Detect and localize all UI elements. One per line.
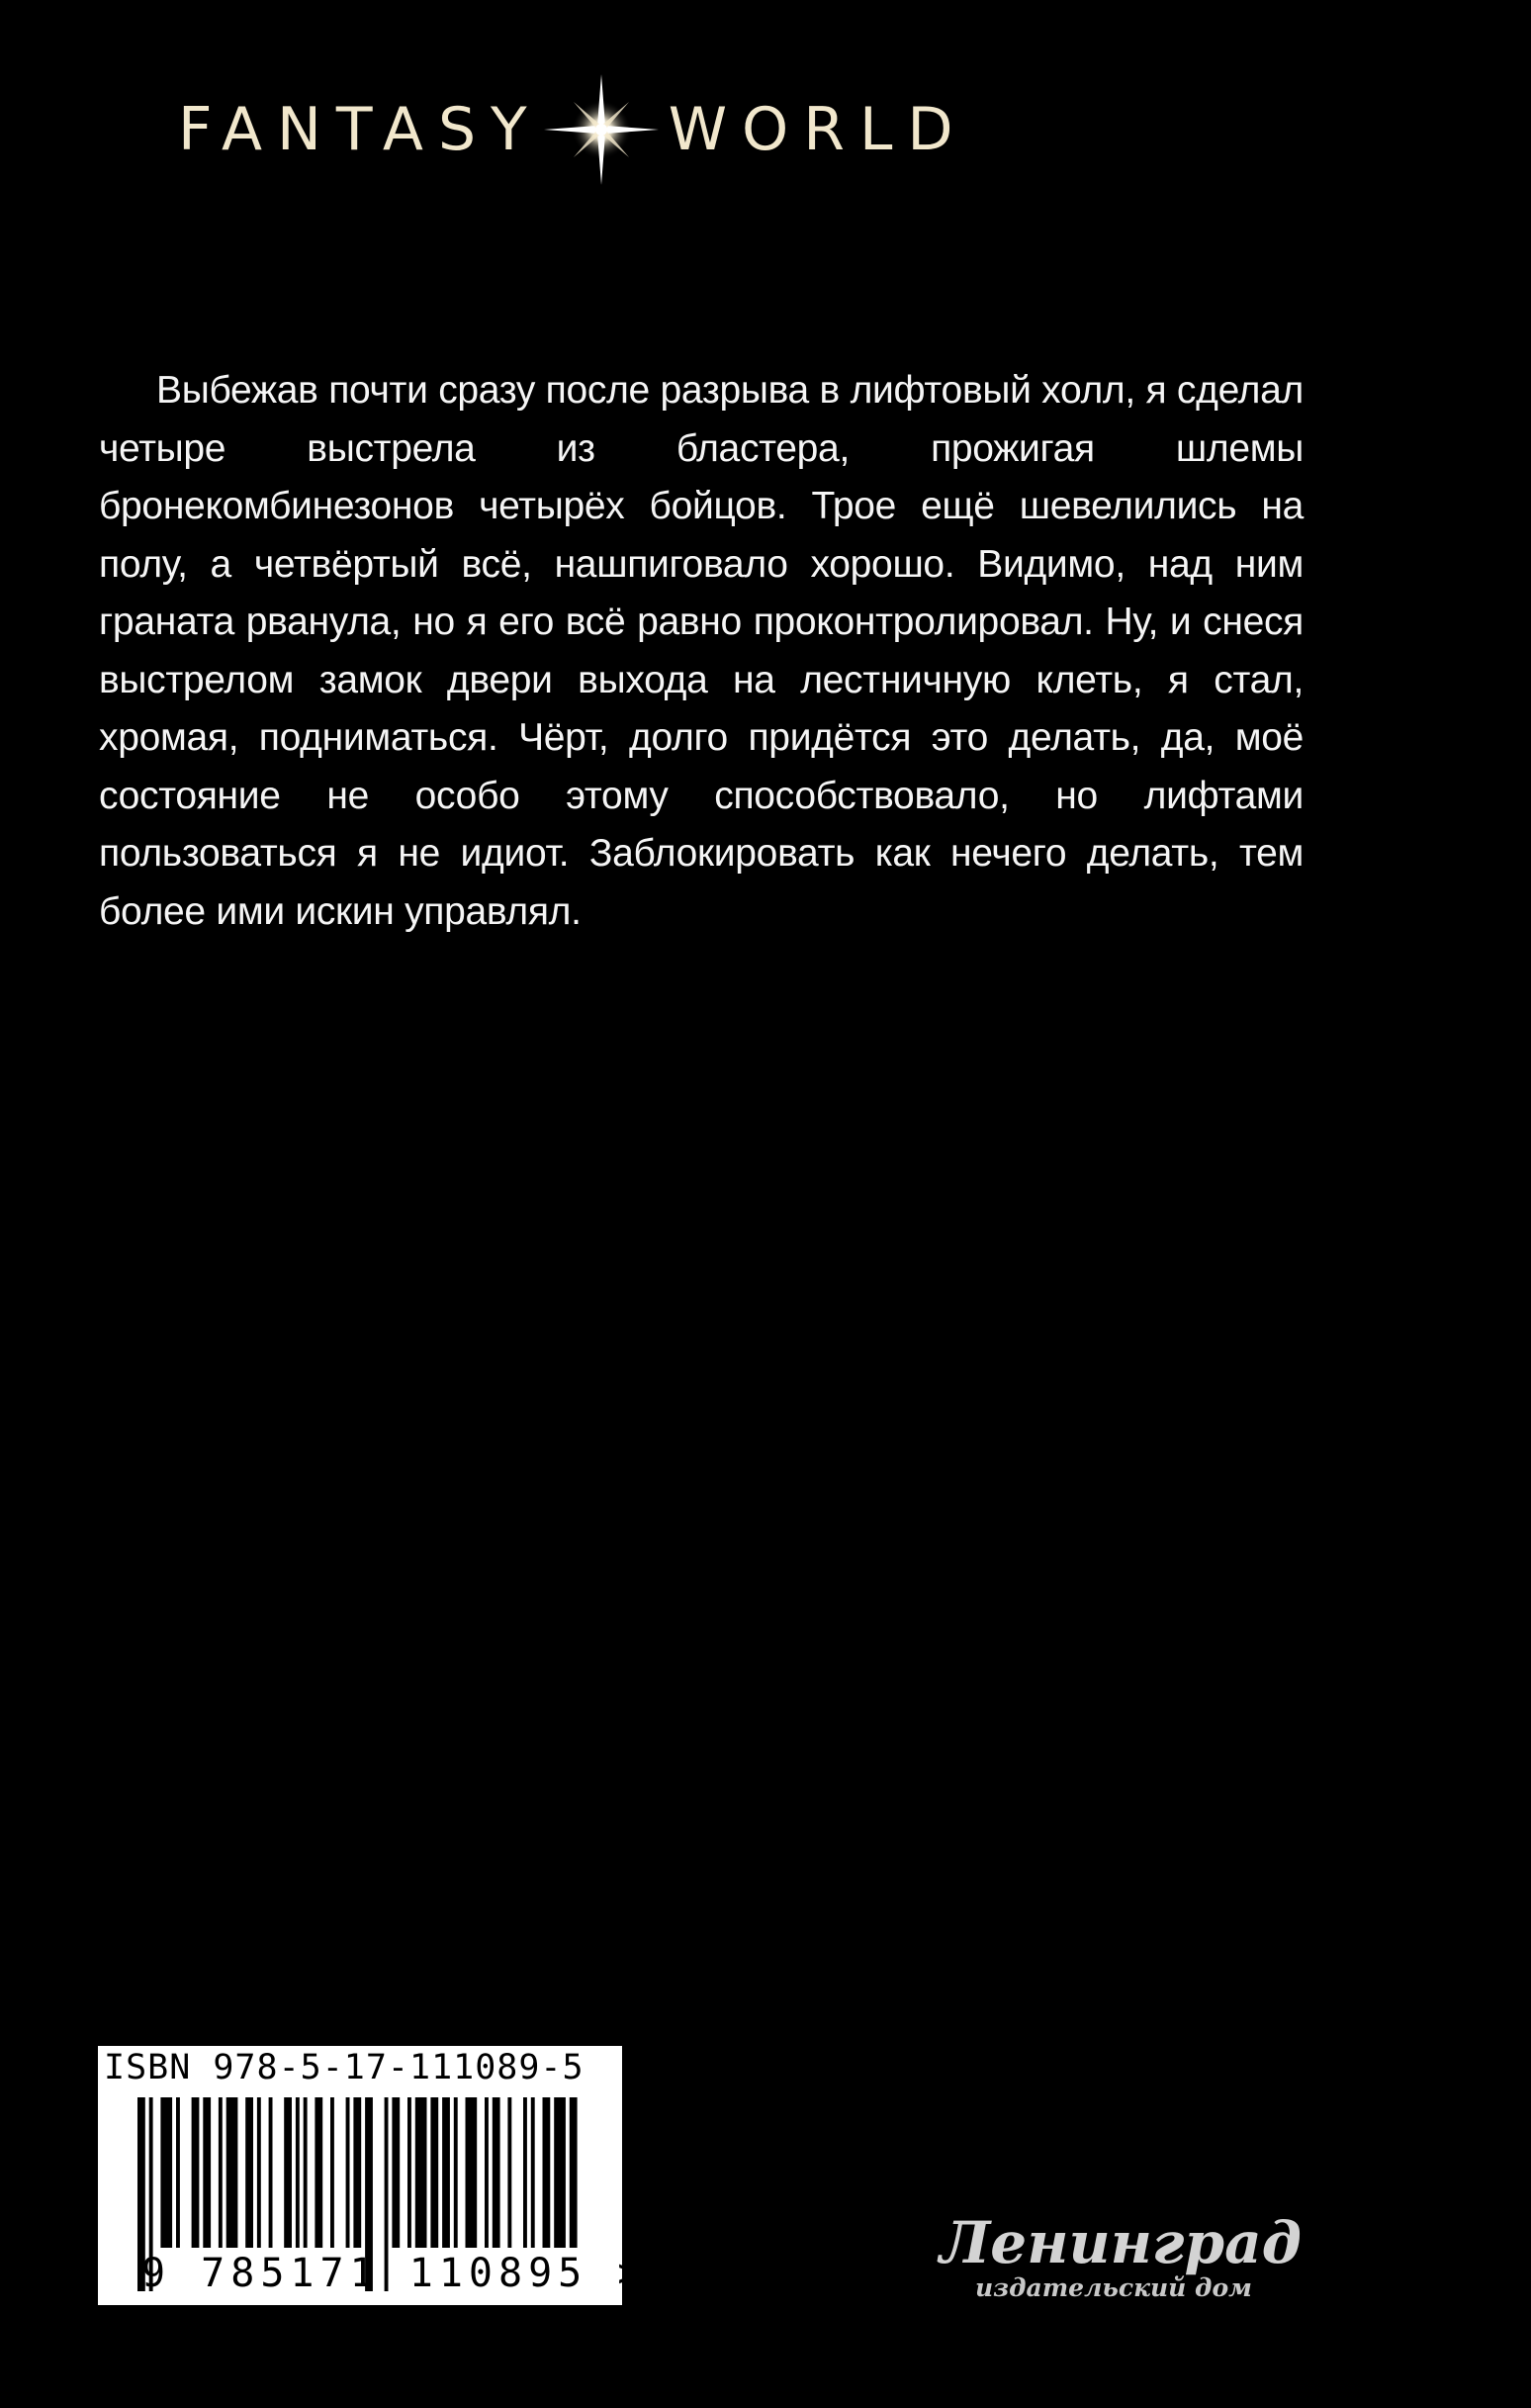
barcode-bar bbox=[219, 2097, 223, 2248]
barcode-bar bbox=[315, 2097, 322, 2248]
barcode-bar bbox=[430, 2097, 438, 2248]
barcode-bar bbox=[257, 2097, 261, 2248]
barcode-bar bbox=[466, 2097, 478, 2248]
barcode-bar bbox=[493, 2097, 500, 2248]
barcode-bar bbox=[485, 2097, 489, 2248]
series-word-fantasy: FANTASY bbox=[178, 95, 542, 164]
barcode-bar bbox=[543, 2097, 551, 2248]
sparkle-star-icon bbox=[542, 70, 661, 189]
barcode-bar bbox=[269, 2097, 273, 2248]
series-banner bbox=[178, 87, 1216, 172]
barcode-bar bbox=[304, 2097, 308, 2248]
barcode-bar bbox=[330, 2097, 334, 2248]
barcode-bar bbox=[392, 2097, 400, 2248]
barcode-bar bbox=[570, 2097, 578, 2248]
barcode-bar bbox=[192, 2097, 200, 2248]
barcode-bar bbox=[407, 2097, 411, 2248]
barcode-bar bbox=[346, 2097, 350, 2248]
publisher-logo bbox=[926, 2209, 1303, 2313]
barcode-bar bbox=[454, 2097, 458, 2248]
barcode-bar bbox=[442, 2097, 450, 2248]
barcode-bar bbox=[554, 2097, 566, 2248]
barcode-bar bbox=[203, 2097, 211, 2248]
publisher-subtitle: издательский дом bbox=[975, 2273, 1252, 2302]
barcode-bar bbox=[353, 2097, 361, 2248]
barcode-bar bbox=[160, 2097, 172, 2248]
publisher-name: Ленинград bbox=[940, 2209, 1303, 2276]
ean-digits: 9 785171 110895 > bbox=[141, 2251, 648, 2296]
barcode-bar bbox=[523, 2097, 527, 2248]
isbn-barcode bbox=[98, 2046, 648, 2305]
back-cover-blurb: Выбежав почти сразу после разрыва в лифтовый холл, я сделал четыре выстрела из бластера, прожигая шлемы бронекомбинезонов четырёх бойцов. Трое ещё шевелились на полу, а четвёртый всё, нашпиговало хорошо. Видимо, над ним граната рванула, но я его всё равно проконтролировал. Ну, и снеся выстрелом замок двери выхода на лестничную клеть, я стал, хромая, подниматься. Чёрт, долго придётся это делать, да, моё состояние не особо этому способствовало, но лифтами пользоваться я не идиот. Заблокировать как нечего делать, тем более ими искин управлял. bbox=[99, 369, 1304, 933]
barcode-bar bbox=[176, 2097, 180, 2248]
isbn-label: ISBN 978-5-17-111089-5 bbox=[104, 2048, 585, 2087]
barcode-bar bbox=[245, 2097, 253, 2248]
barcode-bar bbox=[284, 2097, 292, 2248]
barcode-bar bbox=[531, 2097, 535, 2248]
barcode-bar bbox=[296, 2097, 300, 2248]
barcode-bar bbox=[507, 2097, 511, 2248]
series-word-world: WORLD bbox=[668, 95, 968, 164]
barcode-bar bbox=[226, 2097, 238, 2248]
barcode-bar bbox=[415, 2097, 427, 2248]
